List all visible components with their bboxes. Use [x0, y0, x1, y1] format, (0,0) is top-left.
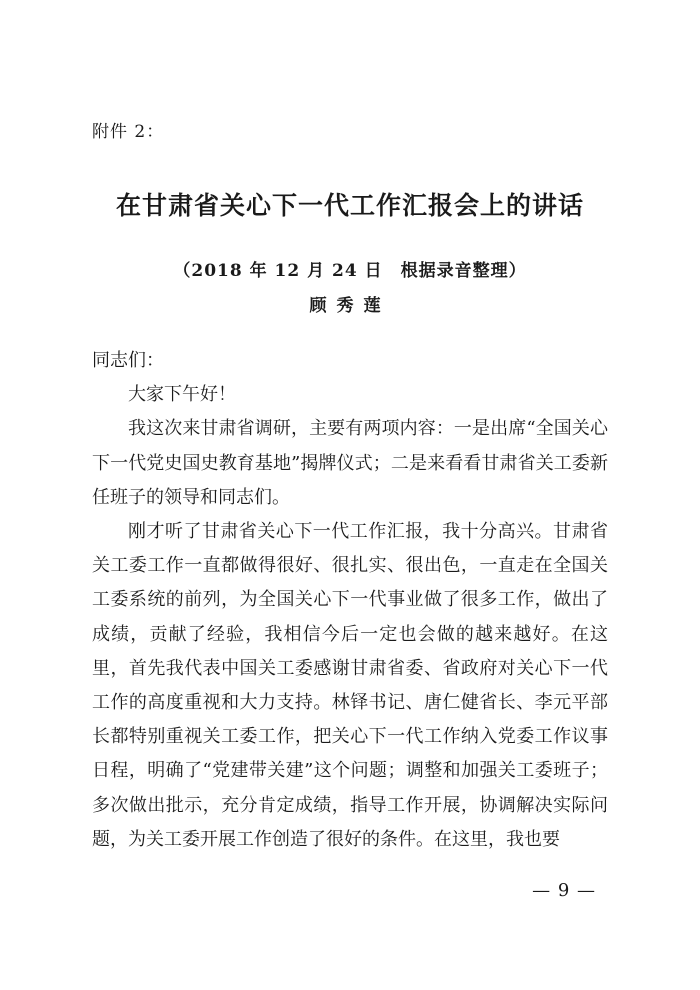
page-number: — 9 — — [532, 880, 596, 901]
document-author: 顾秀莲 — [309, 296, 391, 316]
attachment-label: 附件 2： — [92, 122, 165, 142]
body-paragraph: 刚才听了甘肃省关心下一代工作汇报，我十分高兴。甘肃省关工委工作一直都做得很好、很扎实、很出色，一直走在全国关工委系统的前列，为全国关心下一代事业做了很多工作，做出了成绩，贡献了经验，我相信今后一定也会做的越来越好。在这里，首先我代表中国关工委感谢甘肃省委、省政府对关心下一代工作的高度重视和大力支持。林铎书记、唐仁健省长、李元平部长都特别重视关工委工作，把关心下一代工作纳入党委工作议事日程，明确了“党建带关建”这个问题；调整和加强关工委班子；多次做出批示，充分肯定成绩，指导工作开展，协调解决实际问题，为关工委开展工作创造了很好的条件。在这里，我也要 — [92, 521, 608, 850]
body-paragraph: 大家下午好！ — [128, 384, 236, 406]
body-paragraph: 我这次来甘肃省调研，主要有两项内容：一是出席“全国关心下一代党史国史教育基地”揭牌仪式；二是来看看甘肃省关工委新任班子的领导和同志们。 — [92, 418, 608, 508]
salutation: 同志们： — [92, 350, 164, 371]
document-body — [92, 344, 608, 857]
document-title: 在甘肃省关心下一代工作汇报会上的讲话 — [115, 191, 584, 220]
document-subtitle: （2018 年 12 月 24 日 根据录音整理） — [173, 261, 527, 281]
